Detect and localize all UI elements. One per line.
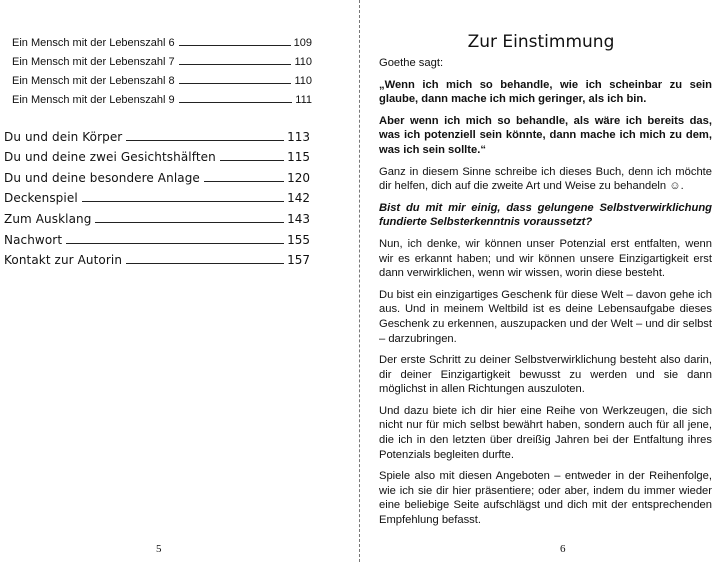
chapter-body	[379, 56, 712, 535]
page-number: 5	[156, 543, 162, 555]
page-divider	[359, 0, 360, 562]
toc-entry[interactable]: Nachwort 155	[4, 232, 310, 247]
paragraph: Der erste Schritt zu deiner Selbstverwirklichung besteht also darin, dir deiner Einzigartigkeit bewusst zu werden und sie dann möglichst in allen Richtungen auszuloten.	[379, 354, 712, 396]
toc-entry[interactable]: Ein Mensch mit der Lebenszahl 8 110	[12, 75, 312, 87]
paragraph: Du bist ein einzigartiges Geschenk für diese Welt – davon gehe ich aus. Und in meinem Weltbild ist es deine Lebensaufgabe dieses Geschenk zu erkennen, auszupacken und der Welt – und dir selbst – darzubringen.	[379, 288, 712, 345]
paragraph: Ganz in diesem Sinne schreibe ich dieses Buch, denn ich möchte dir helfen, dich auf die zweite Art und Weise zu behandeln ☺.	[379, 165, 712, 193]
quote-paragraph: „Wenn ich mich so behandle, wie ich scheinbar zu sein glaube, dann mache ich mich geringer, als ich bin.	[379, 78, 712, 106]
question-paragraph: Bist du mit mir einig, dass gelungene Selbstverwirklichung fundierte Selbsterkenntnis voraussetzt?	[379, 201, 712, 229]
paragraph: Goethe sagt:	[379, 57, 444, 69]
toc-chapter-list	[4, 123, 310, 267]
paragraph: Spiele also mit diesen Angeboten – entweder in der Reihenfolge, wie ich sie dir hier präsentiere; oder aber, indem du immer wieder eine beliebige Seite aufschlägst und dich mit der entsprechenden Empfehlung befasst.	[379, 470, 712, 527]
chapter-title: Zur Einstimmung	[467, 32, 615, 52]
paragraph: Nun, ich denke, wir können unser Potenzial erst entfalten, wenn wir es erkannt haben; und wir können unsere Einzigartigkeit erst dann verwirklichen, wenn wir wissen, worin diese besteht.	[379, 237, 712, 280]
toc-subsection-list	[12, 30, 312, 106]
toc-entry[interactable]: Deckenspiel 142	[4, 191, 310, 206]
toc-entry[interactable]: Ein Mensch mit der Lebenszahl 6 109	[12, 37, 312, 49]
toc-entry[interactable]: Du und deine besondere Anlage 120	[4, 170, 310, 185]
toc-entry[interactable]: Kontakt zur Autorin 157	[4, 253, 310, 268]
toc-entry[interactable]: Du und deine zwei Gesichtshälften 115	[4, 150, 310, 165]
page-number: 6	[560, 543, 566, 555]
left-page	[0, 0, 358, 562]
quote-paragraph: Aber wenn ich mich so behandle, als wäre ich bereits das, was ich potenziell sein könnte, dann mache ich mich zu dem, was ich sein sollte.“	[379, 114, 712, 156]
paragraph: Und dazu biete ich dir hier eine Reihe von Werkzeugen, die sich nicht nur für mich selbst bewährt haben, sondern auch für all jene, die ich in den letzten über dreißig Jahren bei der Entfaltung ihres Potenzials begleiten durfte.	[379, 404, 712, 461]
toc-entry[interactable]: Zum Ausklang 143	[4, 211, 310, 226]
toc-entry[interactable]: Ein Mensch mit der Lebenszahl 7 110	[12, 56, 312, 68]
toc-entry[interactable]: Du und dein Körper 113	[4, 129, 310, 144]
toc-entry[interactable]: Ein Mensch mit der Lebenszahl 9 111	[12, 94, 312, 106]
right-page	[362, 0, 720, 562]
